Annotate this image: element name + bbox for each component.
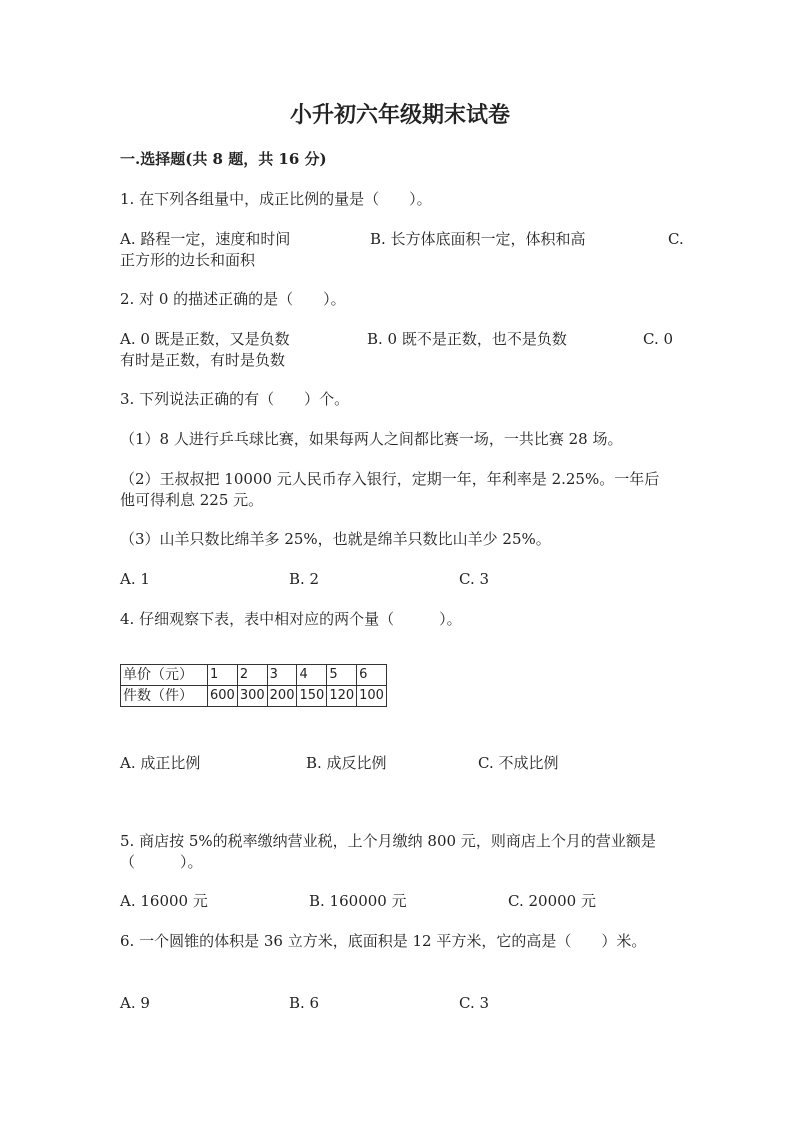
question-2-option-c: C. 0 [643, 330, 674, 348]
question-5-option-c: C. 20000 元 [508, 892, 596, 910]
table-cell: 5 [327, 665, 357, 686]
question-1-option-a: A. 路程一定，速度和时间 [120, 230, 291, 248]
table-cell: 1 [208, 665, 238, 686]
question-3-option-a: A. 1 [120, 570, 150, 588]
table-cell: 4 [297, 665, 327, 686]
question-3-statement-3: （3）山羊只数比绵羊多 25%，也就是绵羊只数比山羊少 25%。 [120, 530, 551, 548]
question-6-option-b: B. 6 [289, 994, 320, 1012]
question-3-stem: 3. 下列说法正确的有（ ）个。 [120, 390, 350, 408]
section-heading: 一.选择题(共 8 题，共 16 分) [120, 150, 327, 168]
price-quantity-table [120, 664, 387, 707]
question-1-stem: 1. 在下列各组量中，成正比例的量是（ ）。 [120, 190, 432, 208]
table-cell: 120 [327, 686, 357, 707]
table-cell: 3 [267, 665, 297, 686]
question-5-stem-line-2: （ ）。 [120, 853, 203, 871]
table-cell: 2 [237, 665, 267, 686]
question-4-option-b: B. 成反比例 [306, 754, 387, 772]
table-cell: 600 [208, 686, 238, 707]
question-3-statement-1: （1）8 人进行乒乓球比赛，如果每两人之间都比赛一场，一共比赛 28 场。 [120, 430, 623, 448]
question-6-option-a: A. 9 [120, 994, 150, 1012]
question-4-stem: 4. 仔细观察下表，表中相对应的两个量（ ）。 [120, 610, 462, 628]
question-6-stem: 6. 一个圆锥的体积是 36 立方米，底面积是 12 平方米，它的高是（ ）米。 [120, 932, 647, 950]
table-cell: 300 [237, 686, 267, 707]
question-3-statement-2-line-1: （2）王叔叔把 10000 元人民币存入银行，定期一年，年利率是 2.25%。一年后 [120, 470, 660, 488]
question-2-option-b: B. 0 既不是正数，也不是负数 [367, 330, 567, 348]
question-1-option-b: B. 长方体底面积一定，体积和高 [370, 230, 586, 248]
table-row [121, 686, 387, 707]
question-3-statement-2-line-2: 他可得利息 225 元。 [120, 491, 264, 509]
table-row-header: 件数（件） [121, 686, 208, 707]
question-2-stem: 2. 对 0 的描述正确的是（ ）。 [120, 290, 346, 308]
question-4-option-c: C. 不成比例 [478, 754, 559, 772]
question-2-option-a: A. 0 既是正数，又是负数 [120, 330, 290, 348]
table-row-header: 单价（元） [121, 665, 208, 686]
question-1-option-c-text: 正方形的边长和面积 [120, 251, 256, 269]
question-1-option-c: C. [668, 230, 684, 248]
table-cell: 200 [267, 686, 297, 707]
table-cell: 6 [357, 665, 387, 686]
table-cell: 100 [357, 686, 387, 707]
question-2-option-c-text: 有时是正数，有时是负数 [120, 351, 286, 369]
question-3-option-b: B. 2 [289, 570, 320, 588]
page-title: 小升初六年级期末试卷 [289, 102, 510, 128]
table-cell: 150 [297, 686, 327, 707]
question-5-option-b: B. 160000 元 [309, 892, 407, 910]
table-row [121, 665, 387, 686]
question-5-stem-line-1: 5. 商店按 5%的税率缴纳营业税，上个月缴纳 800 元，则商店上个月的营业额是 [120, 832, 656, 850]
question-6-option-c: C. 3 [459, 994, 490, 1012]
question-3-option-c: C. 3 [459, 570, 490, 588]
question-5-option-a: A. 16000 元 [120, 892, 208, 910]
question-4-option-a: A. 成正比例 [120, 754, 201, 772]
